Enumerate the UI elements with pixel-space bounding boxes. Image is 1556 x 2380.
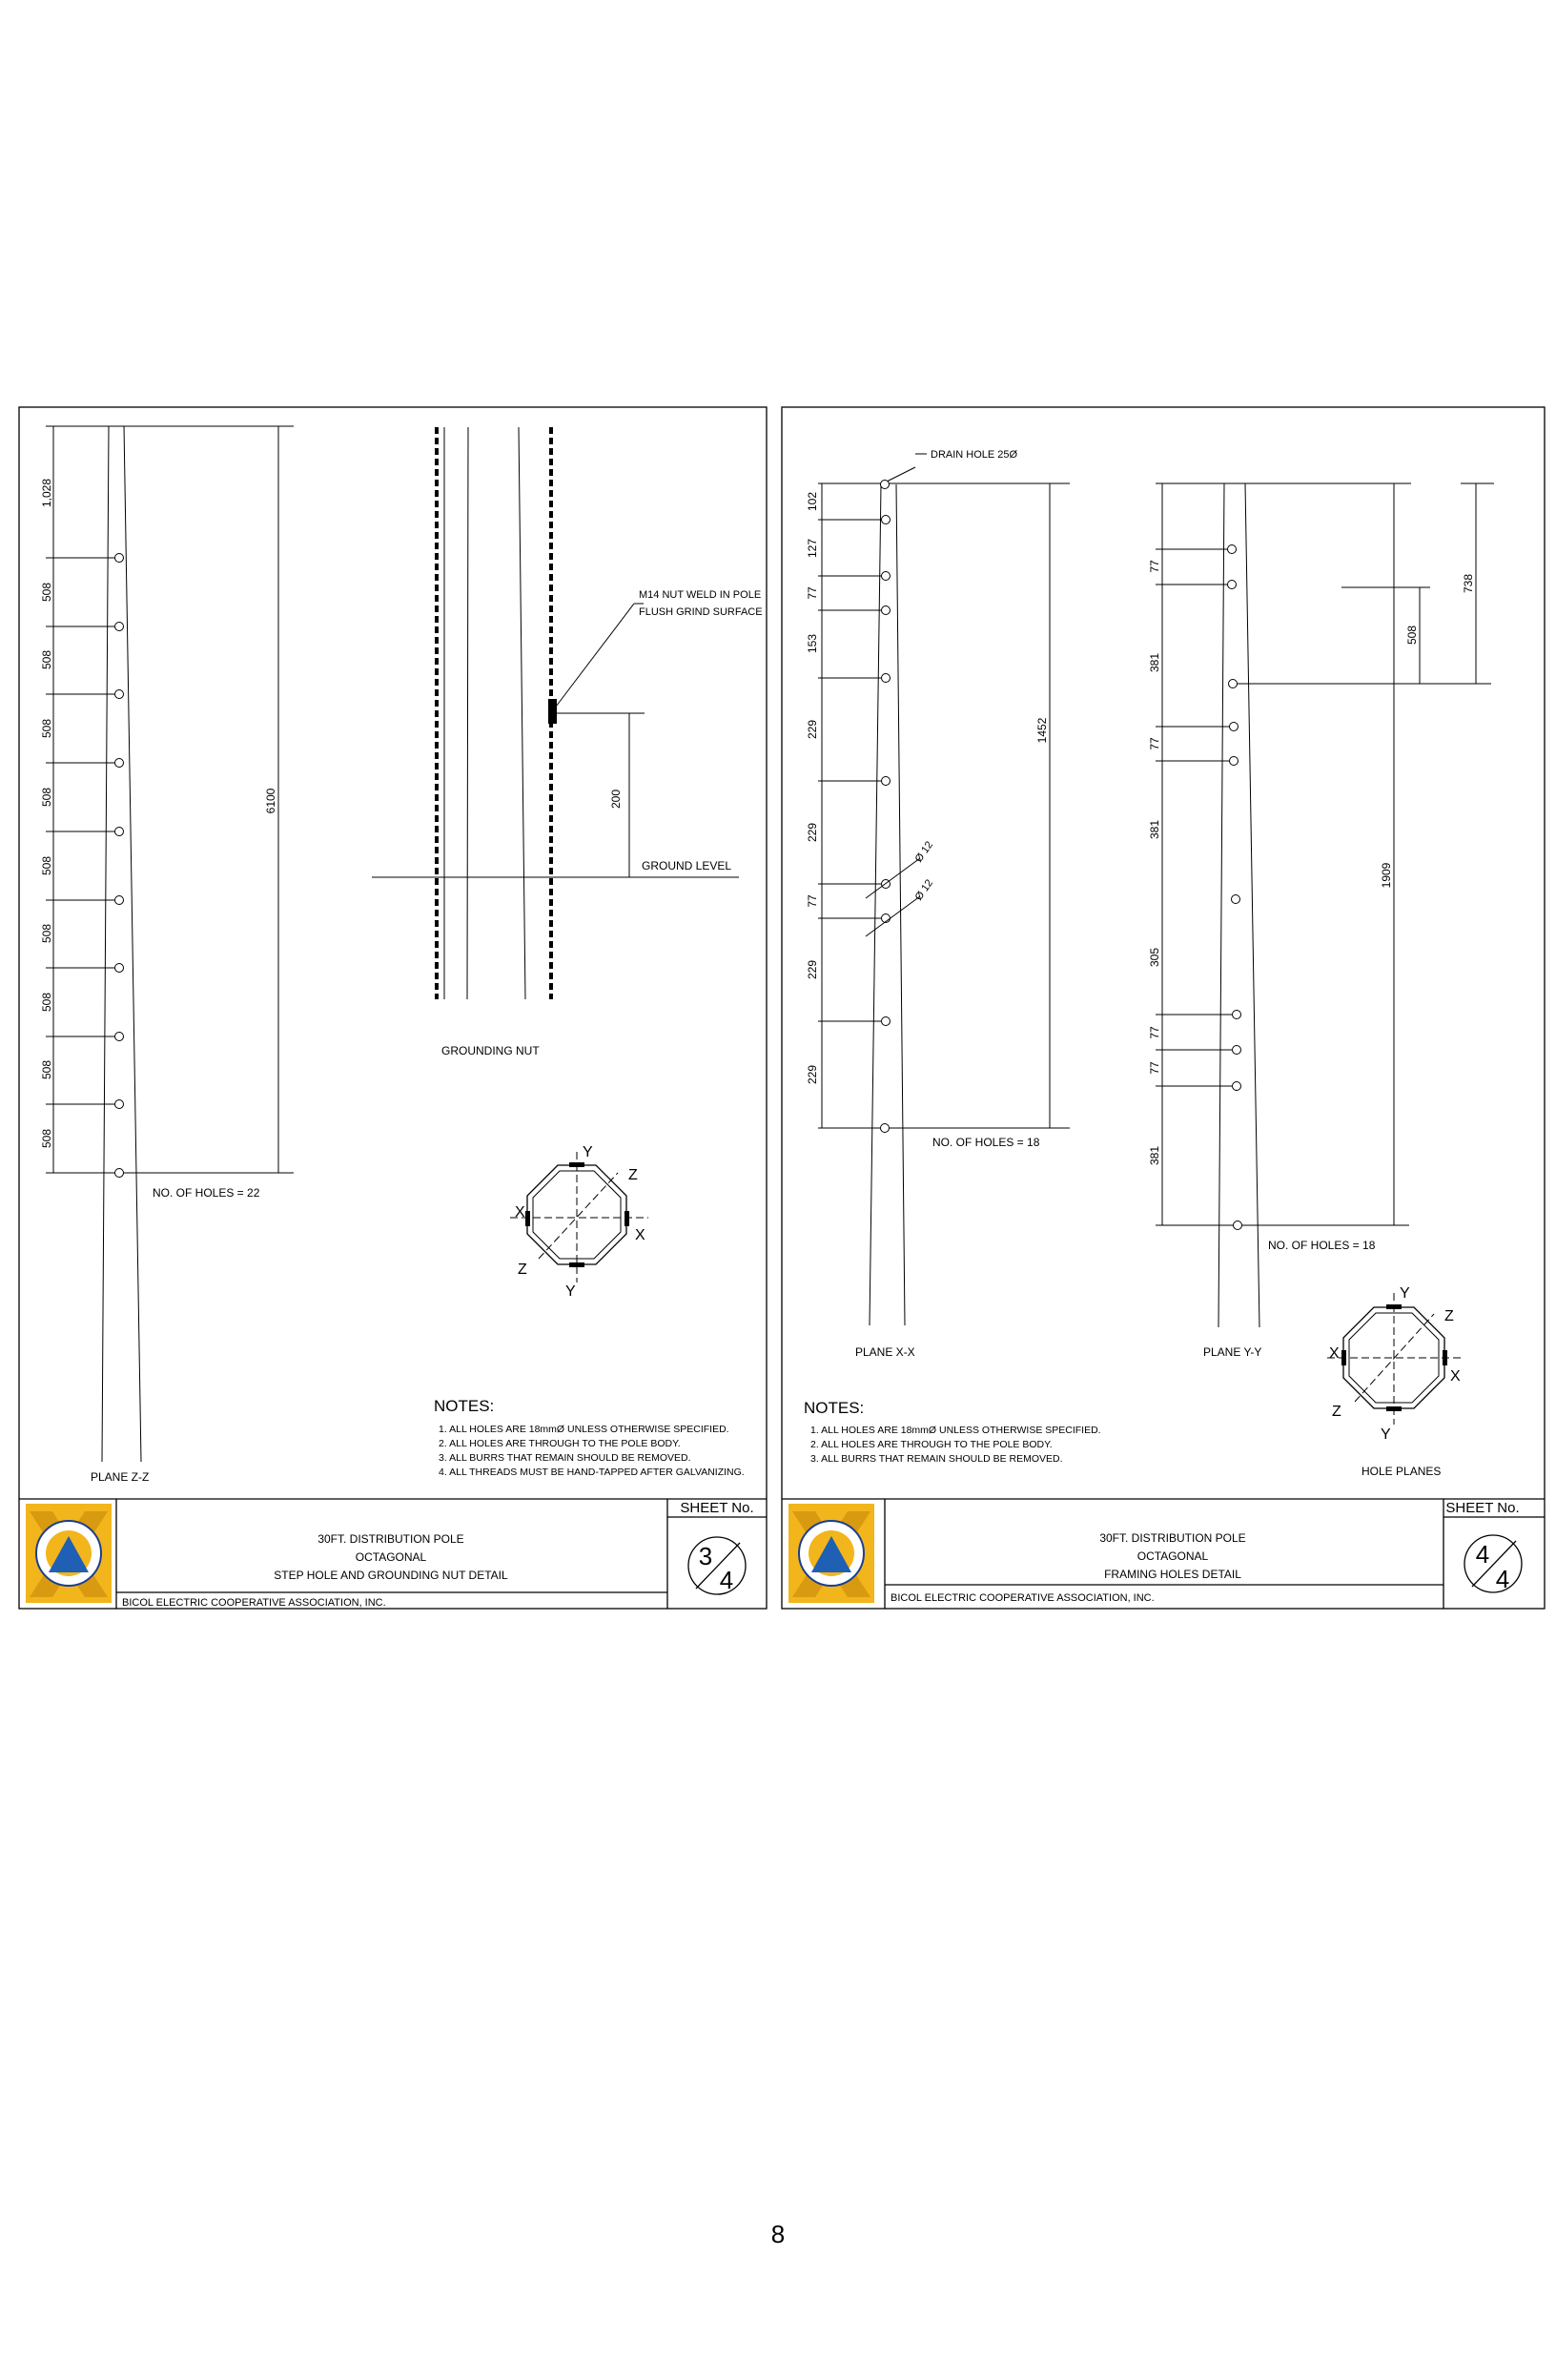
note-2-right: 2. ALL HOLES ARE THROUGH TO THE POLE BODY.	[810, 1439, 1053, 1450]
left-dimension-labels	[40, 479, 277, 1148]
dim-508: 508	[40, 1059, 53, 1080]
dim-77: 77	[806, 894, 819, 908]
dim-77: 77	[1148, 560, 1161, 573]
right-sheet	[782, 407, 1545, 1609]
dim-508: 508	[40, 718, 53, 739]
sheet-number-right: 4	[1475, 1540, 1490, 1569]
pole-yy	[1218, 483, 1259, 1327]
title-block-left	[19, 1499, 767, 1609]
title-line-1-left: 30FT. DISTRIBUTION POLE	[317, 1532, 464, 1546]
dim-381: 381	[1148, 1145, 1161, 1166]
company-right: BICOL ELECTRIC COOPERATIVE ASSOCIATION, INC.	[891, 1592, 1155, 1604]
dim-508: 508	[40, 1128, 53, 1149]
section-y-top-r: Y	[1400, 1285, 1410, 1302]
dim-102: 102	[806, 491, 819, 512]
step-holes	[46, 554, 124, 1178]
notes-title-left: NOTES:	[434, 1397, 495, 1415]
xx-dimension-labels	[806, 492, 1049, 1084]
section-z-top-r: Z	[1444, 1308, 1454, 1324]
nut-callout-2: FLUSH GRIND SURFACE	[639, 606, 763, 618]
plane-xx-label: PLANE X-X	[855, 1345, 915, 1359]
note-4-left: 4. ALL THREADS MUST BE HAND-TAPPED AFTER GALVANIZING.	[439, 1467, 745, 1478]
dim-381: 381	[1148, 819, 1161, 840]
section-x-left: X	[515, 1204, 525, 1221]
yy-holes	[1156, 545, 1242, 1230]
octagon-section-right	[1327, 1285, 1461, 1478]
grounding-nut-detail	[372, 427, 763, 1057]
sheet-label-right: SHEET No.	[1445, 1500, 1520, 1516]
dim-200: 200	[609, 789, 623, 810]
dim-153: 153	[806, 633, 819, 654]
dim-381: 381	[1148, 652, 1161, 673]
left-sheet	[19, 407, 767, 1609]
dim-229: 229	[806, 959, 819, 980]
dim-77: 77	[1148, 1026, 1161, 1039]
dim-229: 229	[806, 719, 819, 740]
title-line-3-left: STEP HOLE AND GROUNDING NUT DETAIL	[274, 1569, 508, 1582]
dim-508: 508	[40, 649, 53, 670]
dim-77: 77	[1148, 737, 1161, 750]
section-x-right: X	[635, 1227, 645, 1243]
sheet-total-left: 4	[719, 1566, 734, 1594]
page-number: 8	[770, 2220, 786, 2248]
section-y-bottom-r: Y	[1381, 1426, 1391, 1443]
dim-508: 508	[40, 787, 53, 808]
section-x-left-r: X	[1329, 1345, 1340, 1362]
notes-title-right: NOTES:	[804, 1399, 865, 1417]
section-z-bottom: Z	[518, 1262, 527, 1278]
dim-508: 508	[40, 582, 53, 603]
octagon-section-left	[510, 1144, 648, 1300]
nut-callout-1: M14 NUT WELD IN POLE	[639, 589, 762, 601]
note-1-left: 1. ALL HOLES ARE 18mmØ UNLESS OTHERWISE SPECIFIED.	[439, 1424, 729, 1435]
holes-count-xx: NO. OF HOLES = 18	[932, 1136, 1040, 1149]
dim-1452: 1452	[1035, 717, 1049, 744]
dim-1028: 1,028	[40, 478, 53, 508]
dim-77: 77	[806, 586, 819, 600]
dim-305: 305	[1148, 947, 1161, 968]
dim-229: 229	[806, 822, 819, 843]
company-left: BICOL ELECTRIC COOPERATIVE ASSOCIATION, INC.	[122, 1597, 386, 1609]
title-line-2-left: OCTAGONAL	[355, 1550, 427, 1564]
note-2-left: 2. ALL HOLES ARE THROUGH TO THE POLE BODY.	[439, 1438, 681, 1449]
title-block-right	[782, 1499, 1545, 1609]
section-z-top: Z	[628, 1167, 638, 1183]
title-line-2-right: OCTAGONAL	[1136, 1549, 1209, 1563]
pole-zz	[102, 426, 141, 1462]
dim-508: 508	[40, 992, 53, 1013]
section-x-right-r: X	[1450, 1368, 1461, 1385]
dim-1909: 1909	[1380, 862, 1393, 889]
dim-77: 77	[1148, 1061, 1161, 1075]
note-3-left: 3. ALL BURRS THAT REMAIN SHOULD BE REMOVED.	[439, 1452, 691, 1464]
sheet-label-left: SHEET No.	[680, 1500, 754, 1516]
ground-level-label: GROUND LEVEL	[642, 859, 732, 872]
sheet-number-left: 3	[698, 1542, 713, 1570]
dia-12-1: Ø 12	[912, 839, 936, 865]
plane-yy-label: PLANE Y-Y	[1203, 1345, 1262, 1359]
hole-planes-label: HOLE PLANES	[1362, 1465, 1442, 1478]
dim-508: 508	[40, 923, 53, 944]
plane-zz-label: PLANE Z-Z	[91, 1470, 150, 1484]
section-y-top: Y	[583, 1144, 593, 1160]
coop-logo-right	[788, 1504, 874, 1603]
section-y-bottom: Y	[565, 1283, 576, 1300]
dia-12-2: Ø 12	[912, 877, 936, 903]
xx-holes	[818, 481, 920, 1133]
sheet-total-right: 4	[1495, 1565, 1510, 1593]
title-line-3-right: FRAMING HOLES DETAIL	[1104, 1568, 1241, 1581]
dim-508: 508	[40, 855, 53, 876]
coop-logo-left	[26, 1504, 112, 1603]
drain-hole-label: DRAIN HOLE 25Ø	[931, 449, 1018, 461]
holes-count-zz: NO. OF HOLES = 22	[153, 1186, 260, 1200]
holes-count-yy: NO. OF HOLES = 18	[1268, 1239, 1376, 1252]
grounding-nut-label: GROUNDING NUT	[441, 1044, 540, 1057]
dim-508-yy: 508	[1405, 625, 1419, 646]
title-line-1-right: 30FT. DISTRIBUTION POLE	[1099, 1531, 1246, 1545]
m14-nut	[548, 699, 557, 724]
dim-738: 738	[1462, 573, 1475, 594]
section-z-bottom-r: Z	[1332, 1404, 1341, 1420]
note-1-right: 1. ALL HOLES ARE 18mmØ UNLESS OTHERWISE SPECIFIED.	[810, 1425, 1101, 1436]
dim-229: 229	[806, 1064, 819, 1085]
yy-dimension-labels	[1148, 560, 1475, 1165]
note-3-right: 3. ALL BURRS THAT REMAIN SHOULD BE REMOVED.	[810, 1453, 1063, 1465]
dim-6100: 6100	[264, 788, 277, 814]
dim-127: 127	[806, 538, 819, 559]
